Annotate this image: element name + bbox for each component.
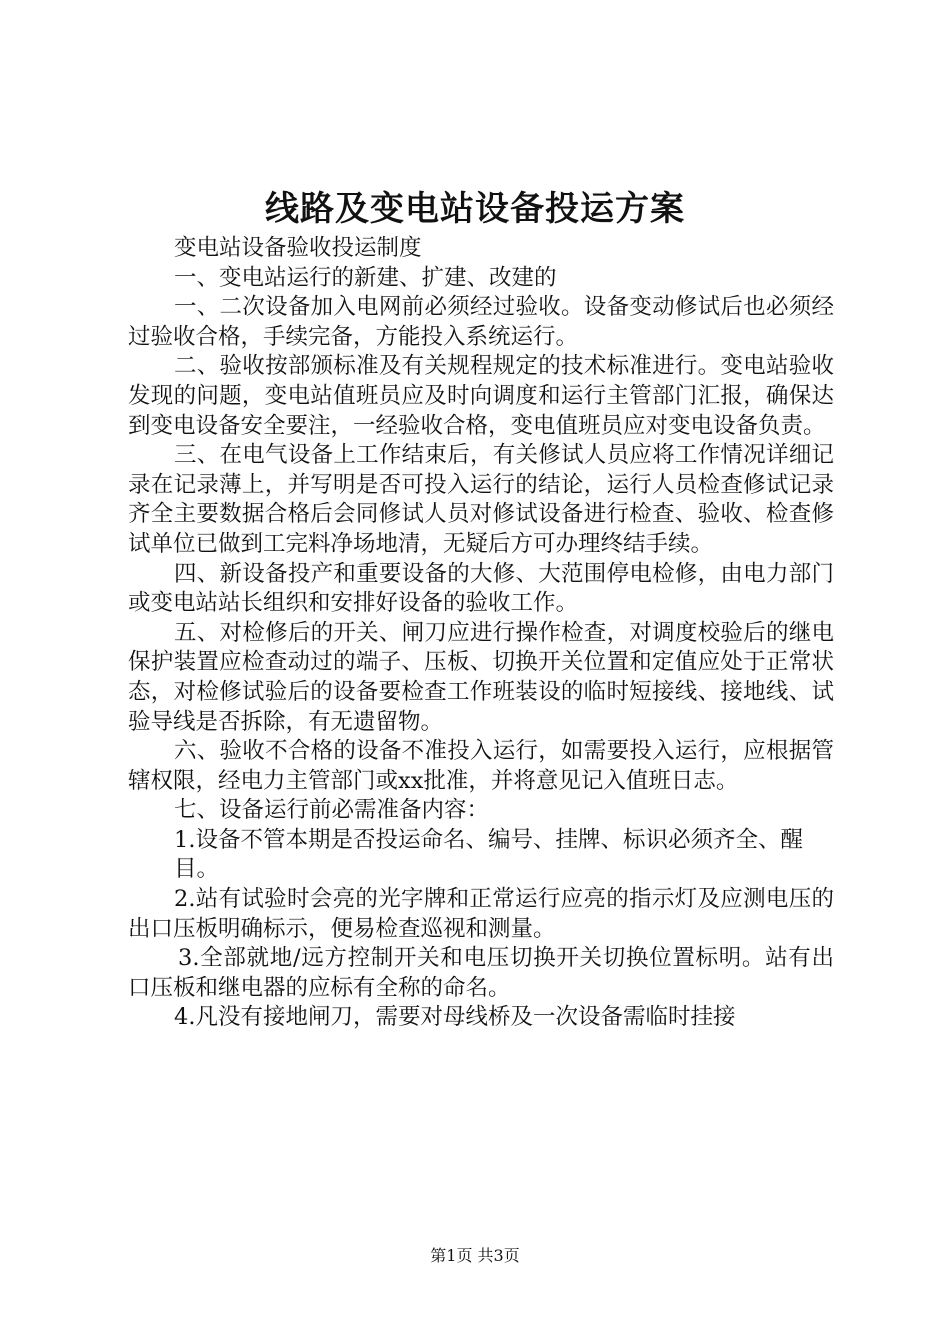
paragraph-section-intro: 一、变电站运行的新建、扩建、改建的 xyxy=(174,264,557,291)
paragraph-sub-4: 4.凡没有接地闸刀，需要对母线桥及一次设备需临时挂接 xyxy=(174,1004,736,1031)
paragraph-item-2: 二、验收按部颁标准及有关规程规定的技术标准进行。变电站验收发现的问题，变电站值班员应及时向调度和运行主管部门汇报，确保达到变电设备安全要注，一经验收合格，变电值班员应对变电设备负责。 xyxy=(128,353,834,439)
paragraph-item-7: 七、设备运行前必需准备内容： xyxy=(174,797,490,824)
page-footer xyxy=(0,1245,950,1267)
paragraph-sub-1-cont: 目。 xyxy=(174,856,220,883)
paragraph-subtitle: 变电站设备验收投运制度 xyxy=(174,235,422,261)
document-title: 线路及变电站设备投运方案 xyxy=(265,189,685,229)
paragraph-item-4: 四、新设备投产和重要设备的大修、大范围停电检修，由电力部门或变电站站长组织和安排好设备的验收工作。 xyxy=(128,560,834,617)
paragraph-item-1: 一、二次设备加入电网前必须经过验收。设备变动修试后也必须经过验收合格，手续完备，方能投入系统运行。 xyxy=(128,294,834,350)
paragraph-sub-3: 3.全部就地/远方控制开关和电压切换开关切换位置标明。站有出口压板和继电器的应标有全称的命名。 xyxy=(128,945,834,1001)
document-body xyxy=(128,234,834,1033)
page-indicator: 第1页 共3页 xyxy=(430,1246,520,1265)
paragraph-item-6: 六、验收不合格的设备不准投入运行，如需要投入运行，应根据管辖权限，经电力主管部门或xx批准，并将意见记入值班日志。 xyxy=(128,738,834,794)
paragraph-item-3: 三、在电气设备上工作结束后，有关修试人员应将工作情况详细记录在记录薄上，并写明是否可投入运行的结论，运行人员检查修试记录齐全主要数据合格后会同修试人员对修试设备进行检查、验收、检查修试单位已做到工完料净场地清，无疑后方可办理终结手续。 xyxy=(128,442,834,557)
paragraph-sub-1: 1.设备不管本期是否投运命名、编号、挂牌、标识必须齐全、醒 xyxy=(174,826,803,853)
paragraph-item-5: 五、对检修后的开关、闸刀应进行操作检查，对调度校验后的继电保护装置应检查动过的端子、压板、切换开关位置和定值应处于正常状态，对检修试验后的设备要检查工作班装设的临时短接线、接地线、试验导线是否拆除，有无遗留物。 xyxy=(128,619,834,735)
paragraph-sub-2: 2.站有试验时会亮的光字牌和正常运行应亮的指示灯及应测电压的出口压板明确标示，便易检查巡视和测量。 xyxy=(128,886,834,942)
